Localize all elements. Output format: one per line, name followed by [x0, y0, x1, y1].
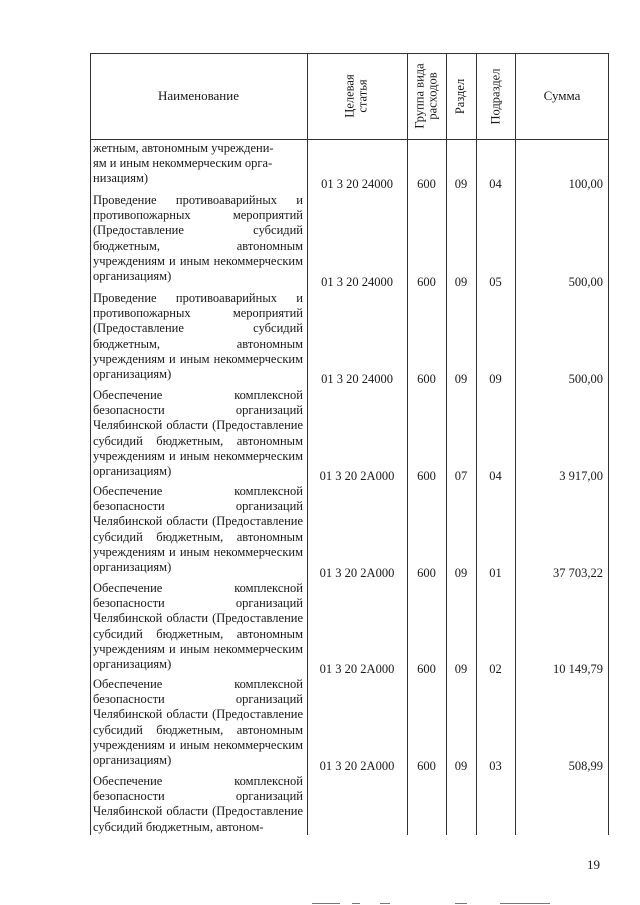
row-7-sum: 508,99: [568, 759, 603, 773]
row-3-section: 09: [454, 372, 468, 386]
header-section-cell: [446, 53, 476, 139]
row-4-sum: 3 917,00: [559, 469, 603, 483]
row-5-sum: 37 703,22: [553, 566, 603, 580]
page-number: 19: [587, 857, 600, 872]
trailing-row-name: Обеспечение комплексной безопасности организаций Челябинской области (Предоставление субсидий бюджетным, автоном-: [93, 774, 303, 834]
row-3-sum: 500,00: [568, 372, 603, 386]
header-target-article: Целевая статья: [343, 74, 370, 118]
row-5-group: 600: [417, 566, 436, 580]
row-6-section: 09: [454, 662, 468, 676]
row-4-group: 600: [417, 469, 436, 483]
row-6-sum: 10 149,79: [553, 662, 603, 676]
row-1-group: 600: [417, 177, 436, 191]
header-expense-group: Группа вида расходов: [412, 63, 440, 129]
header-target-article-cell: [307, 53, 407, 139]
continuation-text: жетным, автономным учреждени- ям и иным некоммерческим орга- низациям): [93, 141, 274, 186]
row-6-subsection: 02: [489, 662, 502, 676]
row-7-name: Обеспечение комплексной безопасности организаций Челябинской области (Предоставление субсидий бюджетным, автономным учреждениям и иным некоммерческим организациям): [93, 677, 303, 768]
row-5-subsection: 01: [489, 566, 502, 580]
row-3-group: 600: [417, 372, 436, 386]
row-2-section: 09: [454, 275, 468, 289]
row-1-section: 09: [454, 177, 468, 191]
row-6-group: 600: [417, 662, 436, 676]
row-2-group: 600: [417, 275, 436, 289]
row-1-subsection: 04: [489, 177, 502, 191]
row-7-subsection: 03: [489, 759, 502, 773]
row-7-code: 01 3 20 2А000: [319, 759, 395, 773]
row-2-subsection: 05: [489, 275, 502, 289]
column-divider: [307, 53, 308, 835]
row-3-name: Проведение противоаварийных и противопожарных мероприятий (Предоставление субсидий бюджетным, автономным учреждениям и иным некоммерческим организациям): [93, 291, 303, 382]
header-divider: [90, 139, 609, 140]
row-5-name: Обеспечение комплексной безопасности организаций Челябинской области (Предоставление субсидий бюджетным, автономным учреждениям и иным некоммерческим организациям): [93, 484, 303, 575]
budget-table: [90, 53, 609, 835]
row-4-section: 07: [454, 469, 468, 483]
row-2-code: 01 3 20 24000: [321, 275, 393, 289]
table-border-right: [608, 53, 609, 835]
row-4-code: 01 3 20 2А000: [319, 469, 395, 483]
column-divider: [515, 53, 516, 835]
row-5-code: 01 3 20 2А000: [319, 566, 395, 580]
header-subsection: Подраздел: [488, 68, 502, 124]
row-5-section: 09: [454, 566, 468, 580]
row-7-group: 600: [417, 759, 436, 773]
row-2-sum: 500,00: [568, 275, 603, 289]
header-section: Раздел: [453, 78, 468, 114]
header-expense-group-cell: [407, 53, 446, 139]
column-divider: [446, 53, 447, 835]
header-name: Наименование: [158, 88, 239, 103]
column-divider: [476, 53, 477, 835]
row-4-name: Обеспечение комплексной безопасности организаций Челябинской области (Предоставление субсидий бюджетным, автономным учреждениям и иным некоммерческим организациям): [93, 388, 303, 479]
row-3-subsection: 09: [489, 372, 502, 386]
row-6-name: Обеспечение комплексной безопасности организаций Челябинской области (Предоставление субсидий бюджетным, автономным учреждениям и иным некоммерческим организациям): [93, 581, 303, 672]
row-4-subsection: 04: [489, 469, 502, 483]
header-subsection-cell: [476, 53, 515, 139]
row-1-sum: 100,00: [568, 177, 603, 191]
row-7-section: 09: [454, 759, 468, 773]
scan-artifact: [380, 903, 390, 904]
scan-artifact: [352, 903, 360, 904]
row-2-name: Проведение противоаварийных и противопожарных мероприятий (Предоставление субсидий бюджетным, автономным учреждениям и иным некоммерческим организациям): [93, 193, 303, 284]
scan-artifact: [500, 903, 550, 904]
table-border-left: [90, 53, 91, 835]
row-1-code: 01 3 20 24000: [321, 177, 393, 191]
row-6-code: 01 3 20 2А000: [319, 662, 395, 676]
scan-artifact: [312, 903, 340, 904]
header-sum: Сумма: [543, 88, 581, 103]
column-divider: [407, 53, 408, 835]
row-3-code: 01 3 20 24000: [321, 372, 393, 386]
scan-artifact: [455, 903, 467, 904]
